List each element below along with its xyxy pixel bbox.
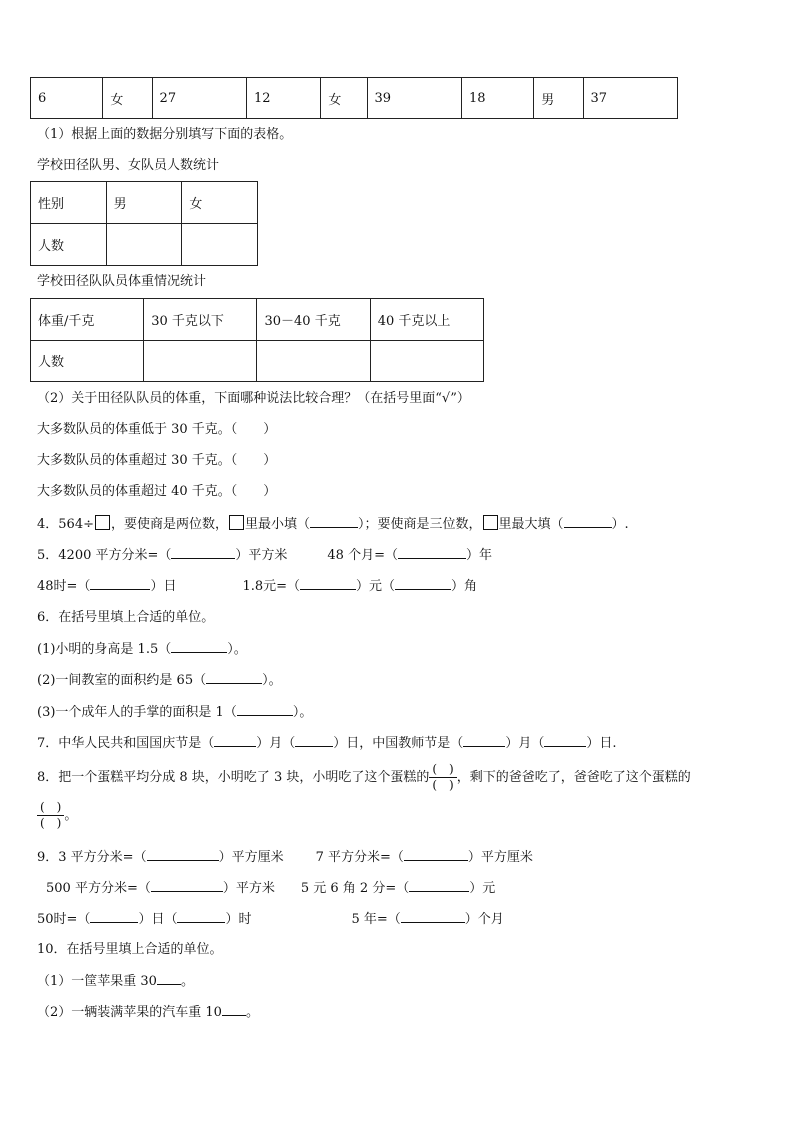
answer-cell-under-30[interactable] xyxy=(144,340,257,382)
table-row xyxy=(31,182,258,224)
table-header-cell: 性别 xyxy=(31,182,107,224)
table-header-cell: 女 xyxy=(182,182,258,224)
answer-blank[interactable] xyxy=(564,515,612,528)
table-cell: 39 xyxy=(367,78,461,119)
question-6-item-2: (2)一间教室的面积约是 65（ ）。 xyxy=(37,673,282,688)
question-10-item-1: （1）一筐苹果重 30 。 xyxy=(37,974,194,989)
table-cell: 男 xyxy=(534,78,583,119)
square-box-icon xyxy=(229,515,244,530)
answer-blank[interactable] xyxy=(401,910,465,923)
table1-title: 学校田径队男、女队员人数统计 xyxy=(37,158,220,173)
table2-title: 学校田径队队员体重情况统计 xyxy=(37,274,207,289)
answer-blank[interactable] xyxy=(90,910,138,923)
answer-blank[interactable] xyxy=(171,546,235,559)
question-6-item-1: (1)小明的身高是 1.5（ ）。 xyxy=(37,642,247,657)
table-header-cell: 40 千克以上 xyxy=(370,299,483,341)
question-6-item-3: (3)一个成年人的手掌的面积是 1（ ）。 xyxy=(37,705,313,720)
q3-sub1-text: （1）根据上面的数据分别填写下面的表格。 xyxy=(37,127,293,142)
question-8-line-1: 8．把一个蛋糕平均分成 8 块，小明吃了 3 块，小明吃了这个蛋糕的 $\frac{( )}{( )}$ ，剩下的爸爸吃了，爸爸吃了这个蛋糕的 xyxy=(37,762,691,792)
table-row xyxy=(31,340,484,382)
question-4: 4．564÷ ，要使商是两位数， 里最小填（ ）；要使商是三位数， 里最大填（ ）. xyxy=(37,517,629,532)
question-7: 7．中华人民共和国国庆节是（ ）月（ ）日，中国教师节是（ ）月（ ）日. xyxy=(37,736,617,751)
table-cell: 27 xyxy=(152,78,246,119)
table-header-cell: 男 xyxy=(106,182,182,224)
fraction-answer-2[interactable]: $\frac{( )}{( )}$ xyxy=(37,800,64,831)
table-cell: 18 xyxy=(461,78,533,119)
table-header-cell: 30 千克以下 xyxy=(144,299,257,341)
question-9-line-2: 500 平方分米=（ ）平方米 5 元 6 角 2 分=（ ）元 xyxy=(46,881,496,896)
table-cell: 女 xyxy=(103,78,152,119)
question-10-title: 10．在括号里填上合适的单位。 xyxy=(37,942,223,957)
table-row xyxy=(31,224,258,266)
table-header-cell: 体重/千克 xyxy=(31,299,144,341)
gender-count-table xyxy=(30,181,258,266)
answer-cell-30-40[interactable] xyxy=(257,340,370,382)
square-box-icon xyxy=(483,515,498,530)
question-9-line-1: 9．3 平方分米=（ ）平方厘米 7 平方分米=（ ）平方厘米 xyxy=(37,850,533,865)
answer-cell-over-40[interactable] xyxy=(370,340,483,382)
table-row-label: 人数 xyxy=(31,224,107,266)
table-row xyxy=(31,78,678,119)
answer-blank[interactable] xyxy=(398,546,466,559)
question-5-line-1: 5．4200 平方分米=（ ）平方米 48 个月=（ ）年 xyxy=(37,548,492,563)
answer-blank[interactable] xyxy=(300,577,356,590)
answer-blank[interactable] xyxy=(214,734,256,747)
answer-blank[interactable] xyxy=(544,734,586,747)
table-cell: 12 xyxy=(246,78,320,119)
athlete-data-table xyxy=(30,77,678,119)
answer-blank[interactable] xyxy=(90,577,150,590)
table-header-cell: 30－40 千克 xyxy=(257,299,370,341)
question-10-item-2: （2）一辆装满苹果的汽车重 10 。 xyxy=(37,1005,259,1020)
option-3[interactable]: 大多数队员的体重超过 40 千克。（ ） xyxy=(37,484,277,499)
question-9-line-3: 50时=（ ）日（ ）时 5 年=（ ）个月 xyxy=(37,912,504,927)
answer-cell-female[interactable] xyxy=(182,224,258,266)
option-2[interactable]: 大多数队员的体重超过 30 千克。（ ） xyxy=(37,453,277,468)
answer-cell-male[interactable] xyxy=(106,224,182,266)
answer-blank[interactable] xyxy=(222,1003,246,1016)
answer-blank[interactable] xyxy=(171,640,227,653)
table-cell: 女 xyxy=(321,78,367,119)
q3-sub2-text: （2）关于田径队队员的体重，下面哪种说法比较合理？（在括号里面“√”） xyxy=(37,391,470,406)
table-cell: 37 xyxy=(583,78,677,119)
fraction-answer-1[interactable]: $\frac{( )}{( )}$ xyxy=(429,762,456,793)
answer-blank[interactable] xyxy=(157,972,181,985)
square-box-icon xyxy=(95,515,110,530)
answer-blank[interactable] xyxy=(151,879,223,892)
answer-blank[interactable] xyxy=(395,577,451,590)
answer-blank[interactable] xyxy=(463,734,505,747)
answer-blank[interactable] xyxy=(147,848,219,861)
option-1[interactable]: 大多数队员的体重低于 30 千克。（ ） xyxy=(37,422,277,437)
question-5-line-2: 48时=（ ）日 1.8元=（ ）元（ ）角 xyxy=(37,579,478,594)
table-row xyxy=(31,299,484,341)
table-cell: 6 xyxy=(31,78,103,119)
question-8-line-2: $\frac{( )}{( )}$ 。 xyxy=(37,800,77,832)
answer-blank[interactable] xyxy=(237,703,293,716)
answer-blank[interactable] xyxy=(295,734,333,747)
answer-blank[interactable] xyxy=(310,515,358,528)
question-6-title: 6．在括号里填上合适的单位。 xyxy=(37,610,215,625)
table-row-label: 人数 xyxy=(31,340,144,382)
answer-blank[interactable] xyxy=(206,671,262,684)
answer-blank[interactable] xyxy=(177,910,225,923)
answer-blank[interactable] xyxy=(409,879,469,892)
weight-distribution-table xyxy=(30,298,484,382)
answer-blank[interactable] xyxy=(404,848,468,861)
